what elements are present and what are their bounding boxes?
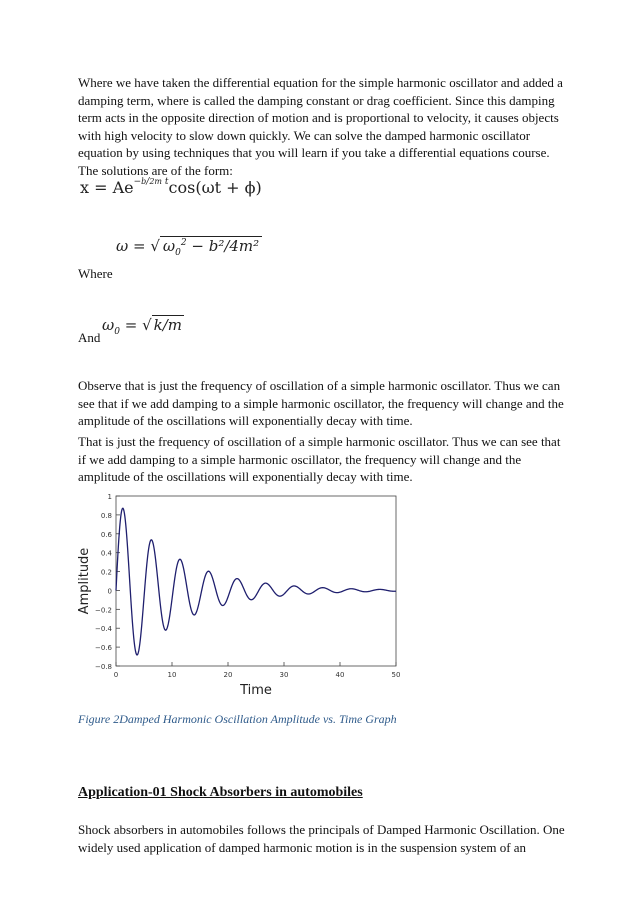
y-tick-label: −0.2 bbox=[95, 606, 112, 615]
omega-zero-equation: $\omega_0$ = √ k/m bbox=[102, 316, 183, 337]
damped-solution-equation: $x = Ae^{-b/2m t}\cos(\omega t + \phi)$ bbox=[80, 177, 262, 197]
figure-caption: Figure 2Damped Harmonic Oscillation Amplitude vs. Time Graph bbox=[78, 712, 397, 726]
y-tick-label: −0.6 bbox=[95, 644, 112, 653]
x-tick-label: 40 bbox=[335, 671, 345, 679]
x-tick-label: 20 bbox=[223, 671, 233, 679]
section-heading: Application-01 Shock Absorbers in automobiles bbox=[78, 785, 363, 800]
x-tick-label: 10 bbox=[167, 671, 177, 679]
shock-absorber-paragraph: Shock absorbers in automobiles follows the principals of Damped Harmonic Oscillation. One widely used application of damped harmonic motion is in the suspension system of an bbox=[78, 822, 565, 855]
x-tick-label: 30 bbox=[279, 671, 289, 679]
damped-oscillation-chart bbox=[74, 490, 414, 700]
y-tick-label: 0.2 bbox=[100, 568, 112, 577]
omega-equation: ω = √ $\omega_0^2 - b^2/4m^2$ bbox=[116, 237, 262, 258]
and-label: And bbox=[78, 330, 101, 345]
y-tick-label: 1 bbox=[107, 493, 112, 501]
y-axis-label: Amplitude bbox=[77, 547, 92, 615]
y-tick-label: −0.4 bbox=[95, 625, 112, 634]
y-tick-label: −0.8 bbox=[95, 663, 112, 671]
amplitude-series-line bbox=[116, 508, 396, 655]
observe-paragraph: Observe that is just the frequency of oscillation of a simple harmonic oscillator. Thus we can see that if we add damping to a simple harmonic oscillator, the frequency will change and the amplitude of the oscillations will exponentially decay with time. bbox=[78, 378, 564, 428]
x-tick-label: 50 bbox=[391, 671, 401, 679]
y-tick-label: 0.8 bbox=[100, 511, 112, 520]
x-axis-label: Time bbox=[240, 683, 272, 698]
y-tick-label: 0 bbox=[107, 587, 112, 596]
x-tick-label: 0 bbox=[113, 671, 119, 679]
intro-paragraph: Where we have taken the differential equation for the simple harmonic oscillator and added a damping term, where is called the damping constant or drag coefficient. Since this damping term acts in the opposite direction of motion and is proportional to velocity, it causes objects with high velocity to slow down quickly. We can solve the damped harmonic oscillator equation by using techniques that you will learn if you take a differential equations course. The solutions are of the form: bbox=[78, 75, 563, 178]
y-tick-label: 0.4 bbox=[100, 549, 112, 558]
where-label: Where bbox=[78, 266, 113, 281]
y-tick-label: 0.6 bbox=[100, 530, 112, 539]
frequency-paragraph: That is just the frequency of oscillation of a simple harmonic oscillator. Thus we can see that if we add damping to a simple harmonic oscillator, the frequency will change and the amplitude of the oscillations will exponentially decay with time. bbox=[78, 434, 561, 484]
